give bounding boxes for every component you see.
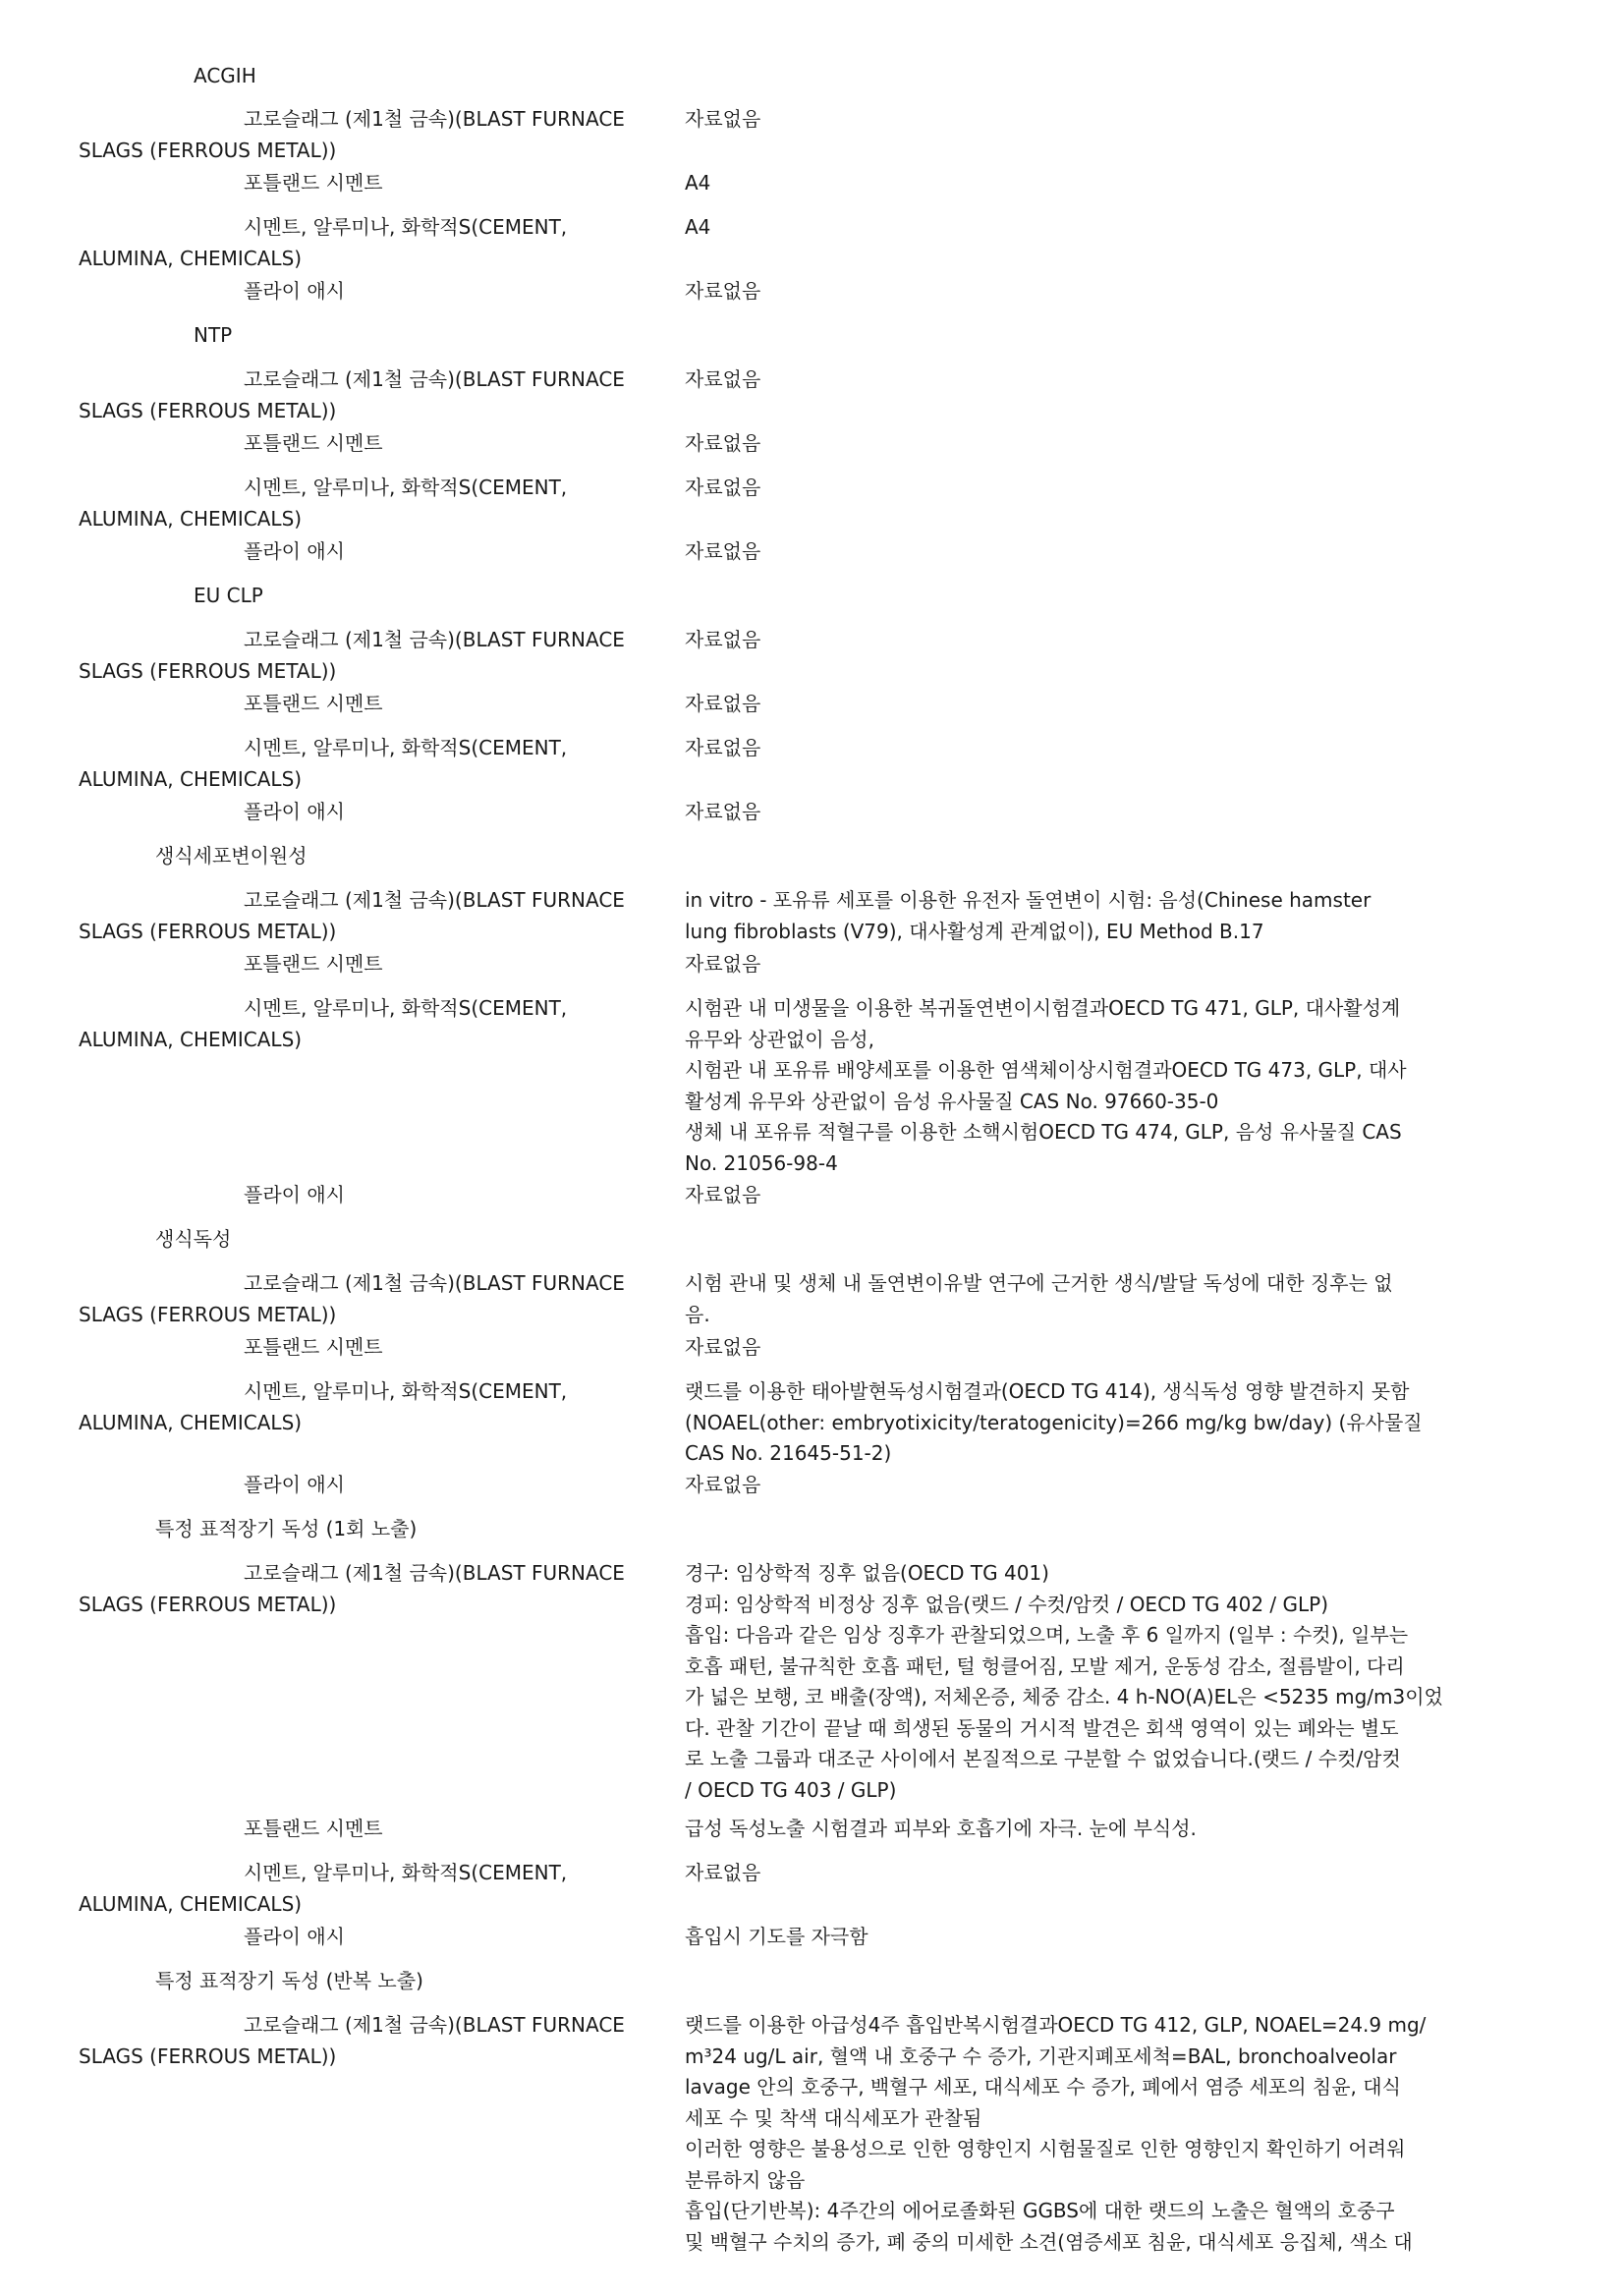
stot-repeat-bfs-text-7: 흡입(단기반복): 4주간의 에어로졸화된 GGBS에 대한 랫드의 노출은 혈액의 호중구 [685, 2199, 1395, 2222]
germ-portland-name: 포틀랜드 시멘트 [244, 952, 383, 976]
repro-cement-text-1: 랫드를 이용한 태아발현독성시험결과(OECD TG 414), 생식독성 영향 발견하지 못함 [685, 1379, 1410, 1403]
stot-single-bfs-name-2: SLAGS (FERROUS METAL)) [79, 1593, 337, 1616]
germ-heading: 생식세포변이원성 [155, 844, 308, 868]
stot-single-bfs-text-8: / OECD TG 403 / GLP) [685, 1778, 897, 1802]
acgih-cement-value: A4 [685, 215, 711, 239]
euclp-flyash-name: 플라이 애시 [244, 800, 345, 823]
euclp-heading: EU CLP [194, 584, 263, 607]
ntp-portland-value: 자료없음 [685, 431, 761, 455]
repro-portland-value: 자료없음 [685, 1335, 761, 1359]
euclp-bfs-name-2: SLAGS (FERROUS METAL)) [79, 659, 337, 683]
euclp-cement-name-1: 시멘트, 알루미나, 화학적S(CEMENT, [244, 736, 568, 759]
germ-cement-text-2: 유무와 상관없이 음성, [685, 1028, 874, 1051]
stot-repeat-bfs-text-1: 랫드를 이용한 아급성4주 흡입반복시험결과OECD TG 412, GLP, NOAEL=24.9 mg/ [685, 2013, 1427, 2037]
stot-single-portland-name: 포틀랜드 시멘트 [244, 1817, 383, 1840]
stot-single-bfs-text-4: 호흡 패턴, 불규칙한 호흡 패턴, 털 헝클어짐, 모발 제거, 운동성 감소, 절름발이, 다리 [685, 1654, 1405, 1678]
germ-flyash-name: 플라이 애시 [244, 1183, 345, 1206]
stot-single-flyash-name: 플라이 애시 [244, 1925, 345, 1948]
stot-single-cement-name-2: ALUMINA, CHEMICALS) [79, 1892, 303, 1916]
euclp-portland-value: 자료없음 [685, 692, 761, 715]
ntp-cement-name-2: ALUMINA, CHEMICALS) [79, 507, 303, 531]
germ-bfs-name-2: SLAGS (FERROUS METAL)) [79, 920, 337, 943]
stot-repeat-bfs-name-1: 고로슬래그 (제1철 금속)(BLAST FURNACE [244, 2013, 625, 2037]
ntp-flyash-value: 자료없음 [685, 539, 761, 563]
stot-single-bfs-text-5: 가 넓은 보행, 코 배출(장액), 저체온증, 체중 감소. 4 h-NO(A)EL은 <5235 mg/m3이었 [685, 1685, 1443, 1708]
acgih-bfs-name-2: SLAGS (FERROUS METAL)) [79, 139, 337, 162]
ntp-heading: NTP [194, 323, 233, 347]
stot-single-bfs-name-1: 고로슬래그 (제1철 금속)(BLAST FURNACE [244, 1561, 625, 1585]
acgih-bfs-name-1: 고로슬래그 (제1철 금속)(BLAST FURNACE [244, 107, 625, 131]
stot-single-portland-text: 급성 독성노출 시험결과 피부와 호흡기에 자극. 눈에 부식성. [685, 1817, 1197, 1840]
euclp-bfs-name-1: 고로슬래그 (제1철 금속)(BLAST FURNACE [244, 628, 625, 651]
repro-portland-name: 포틀랜드 시멘트 [244, 1335, 383, 1359]
stot-repeat-bfs-text-3: lavage 안의 호중구, 백혈구 세포, 대식세포 수 증가, 폐에서 염증 세포의 침윤, 대식 [685, 2075, 1401, 2099]
euclp-flyash-value: 자료없음 [685, 800, 761, 823]
repro-bfs-name-2: SLAGS (FERROUS METAL)) [79, 1303, 337, 1326]
stot-single-bfs-text-2: 경피: 임상학적 비정상 징후 없음(랫드 / 수컷/암컷 / OECD TG 402 / GLP) [685, 1593, 1328, 1616]
ntp-bfs-name-2: SLAGS (FERROUS METAL)) [79, 399, 337, 422]
repro-bfs-name-1: 고로슬래그 (제1철 금속)(BLAST FURNACE [244, 1271, 625, 1295]
repro-cement-text-3: CAS No. 21645-51-2) [685, 1441, 892, 1465]
stot-single-cement-name-1: 시멘트, 알루미나, 화학적S(CEMENT, [244, 1861, 568, 1884]
stot-repeat-bfs-text-4: 세포 수 및 착색 대식세포가 관찰됨 [685, 2106, 982, 2130]
stot-single-cement-value: 자료없음 [685, 1861, 761, 1884]
repro-heading: 생식독성 [155, 1227, 232, 1251]
germ-flyash-value: 자료없음 [685, 1183, 761, 1206]
stot-repeat-heading: 특정 표적장기 독성 (반복 노출) [155, 1969, 423, 1992]
germ-cement-text-5: 생체 내 포유류 적혈구를 이용한 소핵시험OECD TG 474, GLP, 음성 유사물질 CAS [685, 1120, 1402, 1144]
repro-bfs-text-1: 시험 관내 및 생체 내 돌연변이유발 연구에 근거한 생식/발달 독성에 대한 징후는 없 [685, 1271, 1393, 1295]
repro-cement-name-1: 시멘트, 알루미나, 화학적S(CEMENT, [244, 1379, 568, 1403]
acgih-flyash-value: 자료없음 [685, 279, 761, 303]
stot-repeat-bfs-text-5: 이러한 영향은 불용성으로 인한 영향인지 시험물질로 인한 영향인지 확인하기 어려워 [685, 2137, 1406, 2160]
euclp-bfs-value: 자료없음 [685, 628, 761, 651]
germ-cement-name-1: 시멘트, 알루미나, 화학적S(CEMENT, [244, 996, 568, 1020]
euclp-portland-name: 포틀랜드 시멘트 [244, 692, 383, 715]
germ-portland-value: 자료없음 [685, 952, 761, 976]
stot-repeat-bfs-text-8: 및 백혈구 수치의 증가, 폐 중의 미세한 소견(염증세포 침윤, 대식세포 응집체, 색소 대 [685, 2230, 1413, 2254]
stot-single-bfs-text-3: 흡입: 다음과 같은 임상 징후가 관찰되었으며, 노출 후 6 일까지 (일부 : 수컷), 일부는 [685, 1623, 1409, 1647]
ntp-bfs-name-1: 고로슬래그 (제1철 금속)(BLAST FURNACE [244, 367, 625, 391]
ntp-cement-name-1: 시멘트, 알루미나, 화학적S(CEMENT, [244, 476, 568, 499]
stot-repeat-bfs-text-6: 분류하지 않음 [685, 2168, 806, 2192]
germ-cement-text-3: 시험관 내 포유류 배양세포를 이용한 염색체이상시험결과OECD TG 473, GLP, 대사 [685, 1058, 1407, 1082]
germ-bfs-text-1: in vitro - 포유류 세포를 이용한 유전자 돌연변이 시험: 음성(Chinese hamster [685, 888, 1372, 912]
euclp-cement-name-2: ALUMINA, CHEMICALS) [79, 767, 303, 791]
ntp-portland-name: 포틀랜드 시멘트 [244, 431, 383, 455]
germ-bfs-text-2: lung fibroblasts (V79), 대사활성계 관계없이), EU Method B.17 [685, 920, 1264, 943]
germ-bfs-name-1: 고로슬래그 (제1철 금속)(BLAST FURNACE [244, 888, 625, 912]
stot-repeat-bfs-text-2: m³24 ug/L air, 혈액 내 호중구 수 증가, 기관지폐포세척=BAL, bronchoalveolar [685, 2044, 1397, 2068]
acgih-cement-name-1: 시멘트, 알루미나, 화학적S(CEMENT, [244, 215, 568, 239]
stot-repeat-bfs-name-2: SLAGS (FERROUS METAL)) [79, 2044, 337, 2068]
repro-bfs-text-2: 음. [685, 1303, 710, 1326]
repro-cement-text-2: (NOAEL(other: embryotixicity/teratogenicity)=266 mg/kg bw/day) (유사물질 [685, 1411, 1423, 1434]
acgih-portland-name: 포틀랜드 시멘트 [244, 171, 383, 195]
stot-single-bfs-text-7: 로 노출 그룹과 대조군 사이에서 본질적으로 구분할 수 없었습니다.(랫드 / 수컷/암컷 [685, 1747, 1401, 1770]
ntp-cement-value: 자료없음 [685, 476, 761, 499]
euclp-cement-value: 자료없음 [685, 736, 761, 759]
stot-single-bfs-text-6: 다. 관찰 기간이 끝날 때 희생된 동물의 거시적 발견은 회색 영역이 있는 폐와는 별도 [685, 1716, 1399, 1740]
acgih-bfs-value: 자료없음 [685, 107, 761, 131]
acgih-portland-value: A4 [685, 171, 711, 195]
germ-cement-text-1: 시험관 내 미생물을 이용한 복귀돌연변이시험결과OECD TG 471, GLP, 대사활성계 [685, 996, 1401, 1020]
acgih-cement-name-2: ALUMINA, CHEMICALS) [79, 247, 303, 270]
stot-single-heading: 특정 표적장기 독성 (1회 노출) [155, 1517, 418, 1540]
germ-cement-text-6: No. 21056-98-4 [685, 1151, 838, 1175]
germ-cement-name-2: ALUMINA, CHEMICALS) [79, 1028, 303, 1051]
acgih-flyash-name: 플라이 애시 [244, 279, 345, 303]
ntp-flyash-name: 플라이 애시 [244, 539, 345, 563]
repro-flyash-value: 자료없음 [685, 1473, 761, 1496]
repro-cement-name-2: ALUMINA, CHEMICALS) [79, 1411, 303, 1434]
germ-cement-text-4: 활성계 유무와 상관없이 음성 유사물질 CAS No. 97660-35-0 [685, 1090, 1219, 1113]
stot-single-bfs-text-1: 경구: 임상학적 징후 없음(OECD TG 401) [685, 1561, 1049, 1585]
acgih-heading: ACGIH [194, 64, 256, 87]
repro-flyash-name: 플라이 애시 [244, 1473, 345, 1496]
stot-single-flyash-text: 흡입시 기도를 자극함 [685, 1925, 868, 1948]
ntp-bfs-value: 자료없음 [685, 367, 761, 391]
